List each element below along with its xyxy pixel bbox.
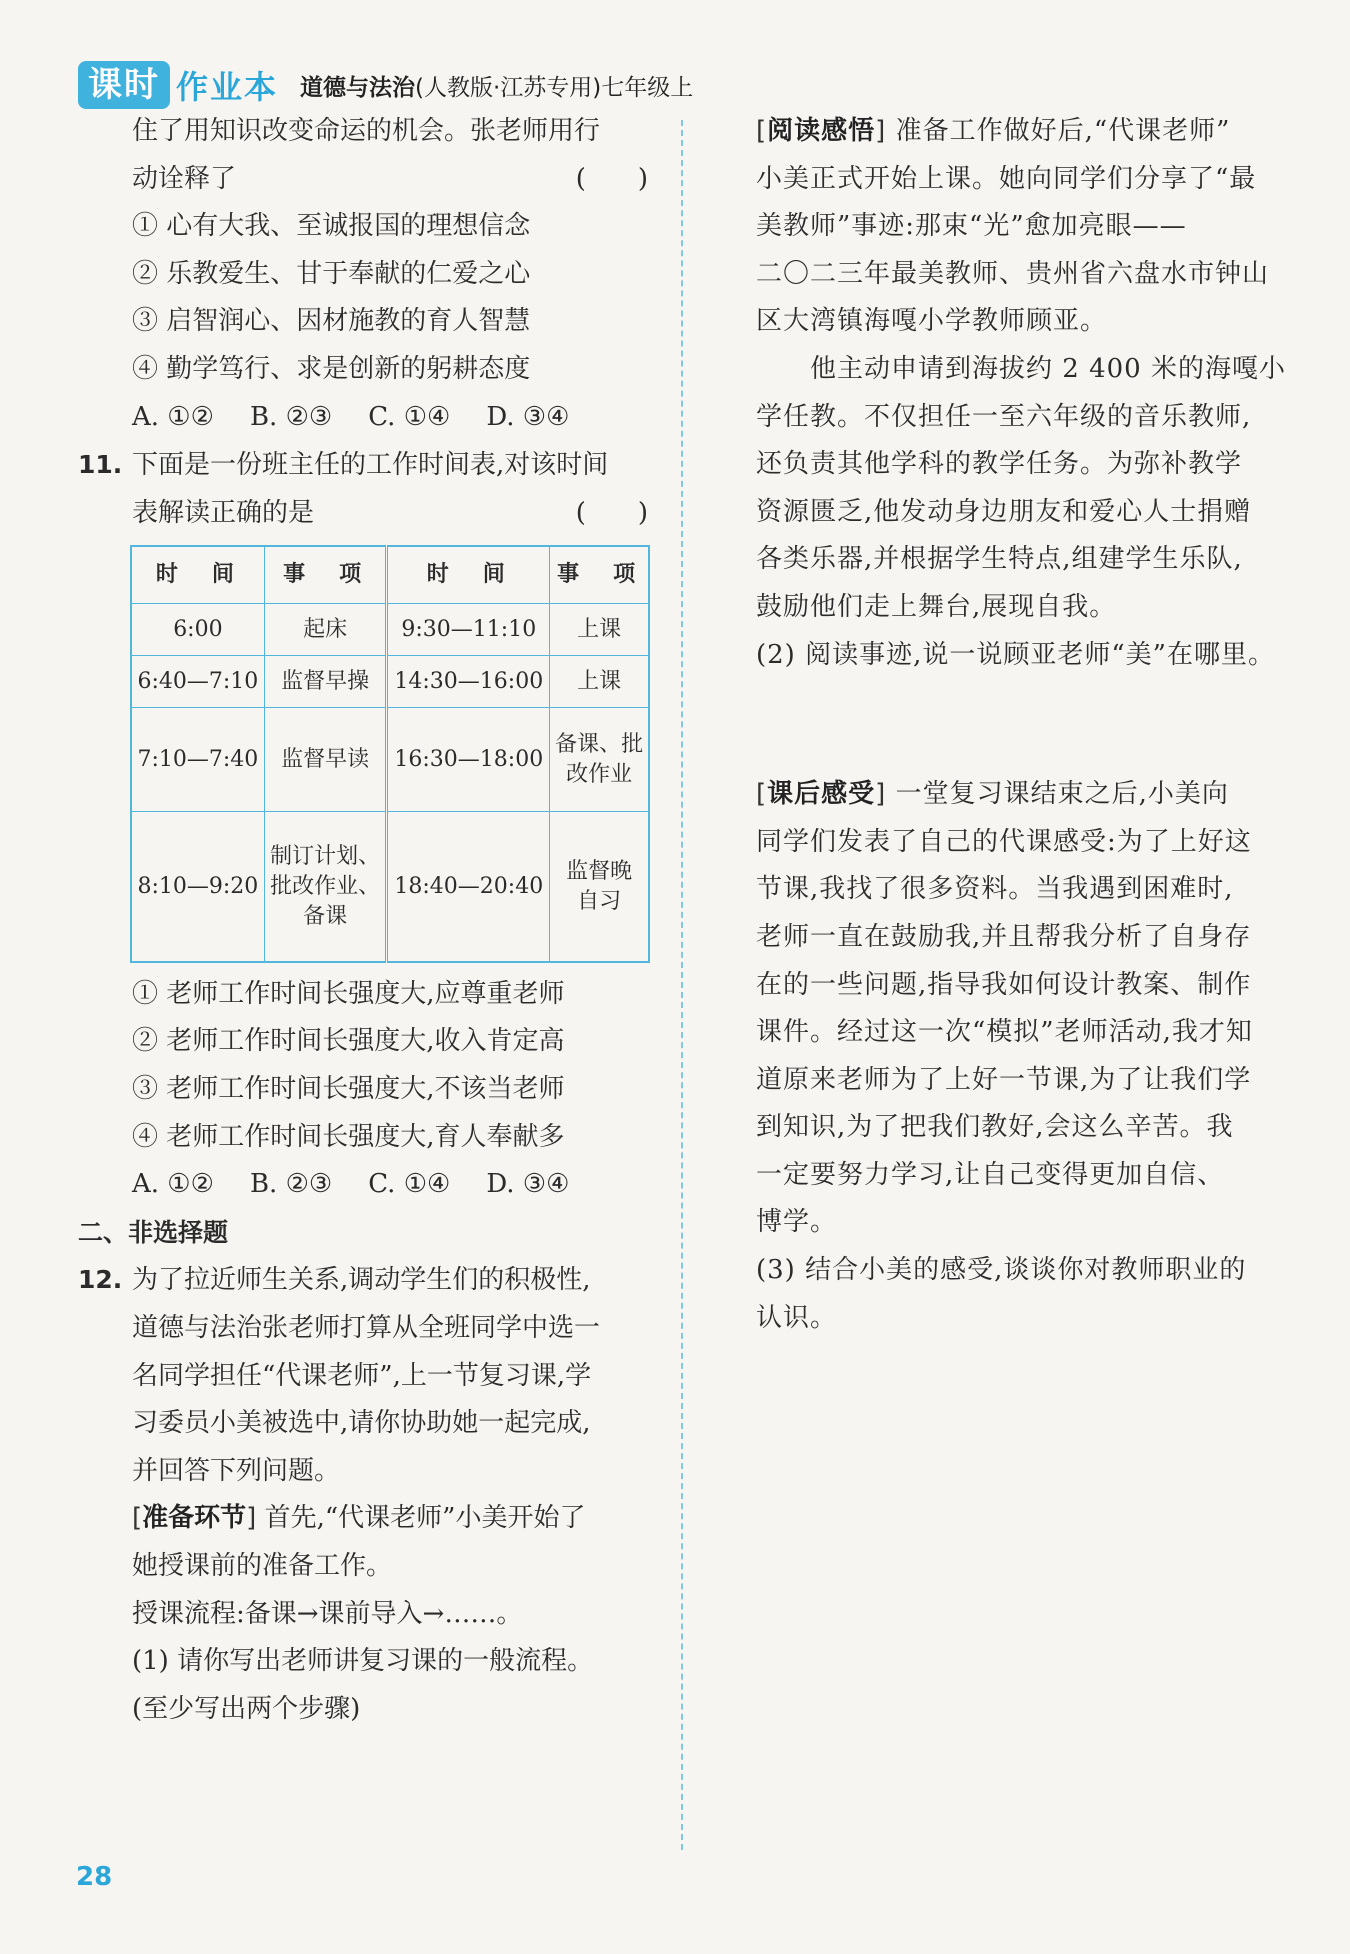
story-line: 各类乐器,并根据学生特点,组建学生乐队, (756, 544, 1243, 575)
after-class-line: 在的一些问题,指导我如何设计教案、制作 (756, 969, 1252, 1000)
q12-stem-text: 为了拉近师生关系,调动学生们的积极性, (132, 1265, 591, 1296)
option-b[interactable]: B. ②③ (249, 401, 333, 432)
logo-badge: 课时 (78, 61, 170, 109)
after-class-line: 道原来老师为了上好一节课,为了让我们学 (756, 1064, 1252, 1095)
q12-stem-line: 习委员小美被选中,请你协助她一起完成, (132, 1408, 591, 1439)
q12-1-line: (至少写出两个步骤) (132, 1693, 361, 1724)
q10-item: ③ 启智润心、因材施教的育人智慧 (132, 306, 531, 337)
table-header: 时 间 (387, 546, 550, 604)
q10-stem-end: 动诠释了 (132, 163, 237, 194)
page-header (78, 60, 693, 110)
after-class-line: 到知识,为了把我们教好,会这么辛苦。我 (756, 1112, 1234, 1143)
table-header: 事 项 (264, 546, 387, 604)
table-cell-time: 6:40—7:10 (131, 656, 264, 708)
column-divider (681, 120, 683, 1850)
answer-blank[interactable]: ( ) (575, 163, 648, 194)
prep-tag: [准备环节] (132, 1503, 257, 1534)
prep-line (78, 1495, 658, 1543)
table-cell-item (550, 708, 649, 812)
q11-item: ③ 老师工作时间长强度大,不该当老师 (132, 1074, 565, 1105)
option-c[interactable]: C. ①④ (368, 401, 451, 432)
table-cell-time: 14:30—16:00 (387, 656, 550, 708)
table-cell-item (550, 812, 649, 962)
cell-line: 制订计划、 (270, 843, 381, 869)
q11-stem-text: 下面是一份班主任的工作时间表,对该时间 (132, 450, 609, 481)
table-cell-time: 9:30—11:10 (387, 604, 550, 656)
reading-line: 二〇二三年最美教师、贵州省六盘水市钟山 (756, 258, 1270, 289)
q12-2-line: (2) 阅读事迹,说一说顾亚老师“美”在哪里。 (756, 639, 1275, 670)
reading-text: 准备工作做好后,“代课老师” (895, 116, 1231, 146)
q12-3-line: (3) 结合小美的感受,谈谈你对教师职业的 (756, 1255, 1247, 1286)
option-a[interactable]: A. ①② (132, 1169, 214, 1200)
table-header: 事 项 (550, 546, 649, 604)
series-logo (78, 61, 278, 109)
answer-space[interactable] (756, 679, 1286, 771)
table-cell-time: 8:10—9:20 (131, 812, 264, 962)
q10-item: ② 乐教爱生、甘于奉献的仁爱之心 (132, 258, 531, 289)
q11-item: ② 老师工作时间长强度大,收入肯定高 (132, 1026, 565, 1057)
story-line: 学任教。不仅担任一至六年级的音乐教师, (756, 401, 1252, 432)
prep-tag-label: 准备环节 (142, 1503, 247, 1534)
q10-item: ① 心有大我、至诚报国的理想信念 (132, 211, 531, 242)
cell-line: 自习 (577, 888, 622, 914)
right-column (756, 108, 1286, 1342)
cell-line: 备课 (303, 903, 348, 929)
table-row (131, 656, 649, 708)
reading-line: 美教师”事迹:那束“光”愈加亮眼—— (756, 211, 1187, 242)
cell-line: 改作业 (566, 761, 633, 787)
q10-item: ④ 勤学笃行、求是创新的躬耕态度 (132, 353, 531, 384)
cell-line: 备课、批 (555, 731, 644, 757)
after-class-line: 同学们发表了自己的代课感受:为了上好这 (756, 826, 1252, 857)
book-subtitle: (人教版·江苏专用)七年级上 (415, 74, 694, 101)
table-header: 时 间 (131, 546, 264, 604)
table-cell-item: 监督早读 (264, 708, 387, 812)
q11-stem-end: 表解读正确的是 (132, 497, 315, 528)
prep-line: 她授课前的准备工作。 (132, 1550, 393, 1581)
cell-line: 监督晚 (566, 858, 633, 884)
after-class-line: 老师一直在鼓励我,并且帮我分析了自身存 (756, 921, 1252, 952)
option-a[interactable]: A. ①② (132, 401, 214, 432)
table-cell-item: 起床 (264, 604, 387, 656)
table-row (131, 812, 649, 962)
flow-line: 授课流程:备课→课前导入→……。 (132, 1598, 523, 1629)
q12-stem-line: 名同学担任“代课老师”,上一节复习课,学 (132, 1360, 592, 1391)
table-cell-time: 6:00 (131, 604, 264, 656)
after-class-line: 博学。 (756, 1207, 838, 1238)
schedule-table (130, 545, 650, 963)
option-d[interactable]: D. ③④ (486, 401, 570, 432)
story-line: 鼓励他们走上舞台,展现自我。 (756, 591, 1117, 622)
table-row (131, 708, 649, 812)
table-row (131, 604, 649, 656)
after-class-tag: [课后感受] (756, 779, 887, 810)
story-line: 还负责其他学科的教学任务。为弥补教学 (756, 449, 1243, 480)
after-class-line: 一定要努力学习,让自己变得更加自信、 (756, 1159, 1225, 1190)
reading-line: 区大湾镇海嘎小学教师顾亚。 (756, 306, 1108, 337)
q10-continuation-line: 住了用知识改变命运的机会。张老师用行 (132, 116, 601, 146)
q11-stem-line (78, 490, 658, 538)
after-class-line: 课件。经过这一次“模拟”老师活动,我才知 (756, 1017, 1253, 1048)
option-d[interactable]: D. ③④ (486, 1169, 570, 1200)
after-class-line: 节课,我找了很多资料。当我遇到困难时, (756, 874, 1234, 905)
after-class-text: 一堂复习课结束之后,小美向 (895, 779, 1229, 810)
q12-3-line: 认识。 (756, 1302, 838, 1333)
q11-item: ④ 老师工作时间长强度大,育人奉献多 (132, 1121, 565, 1152)
page-number: 28 (76, 1862, 113, 1892)
table-cell-item: 监督早操 (264, 656, 387, 708)
q10-options (78, 394, 658, 442)
answer-blank[interactable]: ( ) (575, 497, 648, 528)
reading-line: 小美正式开始上课。她向同学们分享了“最 (756, 163, 1257, 194)
q11-stem-line (78, 441, 658, 490)
table-header-row (131, 546, 649, 604)
table-cell-time: 18:40—20:40 (387, 812, 550, 962)
left-column (78, 108, 658, 1733)
book-title: 道德与法治 (300, 74, 416, 101)
logo-text: 作业本 (176, 68, 279, 106)
table-cell-time: 7:10—7:40 (131, 708, 264, 812)
table-cell-item (264, 812, 387, 962)
q10-continuation-line (78, 156, 658, 204)
option-b[interactable]: B. ②③ (249, 1169, 333, 1200)
reading-tag: [阅读感悟] (756, 116, 887, 146)
q12-stem-line: 并回答下列问题。 (132, 1455, 341, 1486)
cell-line: 批改作业、 (270, 873, 381, 899)
after-class-tag-label: 课后感受 (767, 779, 876, 810)
section-heading: 二、非选择题 (78, 1217, 229, 1247)
table-cell-item: 上课 (550, 656, 649, 708)
table-cell-item: 上课 (550, 604, 649, 656)
reading-line (756, 108, 1286, 156)
q11-number: 11. (78, 450, 123, 480)
q12-stem-line (78, 1256, 658, 1305)
option-c[interactable]: C. ①④ (368, 1169, 451, 1200)
q11-options (78, 1161, 658, 1209)
q12-1-line: (1) 请你写出老师讲复习课的一般流程。 (132, 1646, 594, 1677)
table-cell-time: 16:30—18:00 (387, 708, 550, 812)
story-line: 他主动申请到海拔约 2 400 米的海嘎小 (810, 353, 1286, 384)
q12-number: 12. (78, 1265, 123, 1295)
prep-text: 首先,“代课老师”小美开始了 (264, 1503, 586, 1534)
story-line: 资源匮乏,他发动身边朋友和爱心人士捐赠 (756, 496, 1252, 527)
reading-tag-label: 阅读感悟 (767, 116, 876, 146)
q12-stem-line: 道德与法治张老师打算从全班同学中选一 (132, 1313, 601, 1343)
q11-item: ① 老师工作时间长强度大,应尊重老师 (132, 978, 565, 1009)
after-class-line (756, 771, 1286, 819)
